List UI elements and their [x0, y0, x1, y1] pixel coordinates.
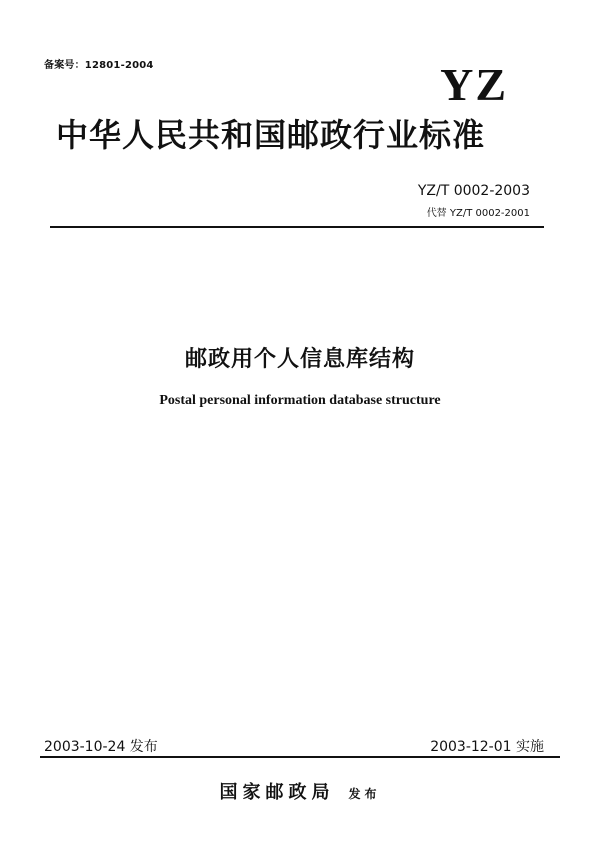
- standard-organization-title: 中华人民共和国邮政行业标准: [56, 116, 486, 154]
- yz-logo: YZ: [440, 59, 508, 110]
- top-divider: [50, 226, 544, 228]
- document-title-chinese: 邮政用个人信息库结构: [184, 347, 415, 372]
- publish-verb: 发布: [348, 787, 381, 801]
- publisher-line: [0, 778, 600, 804]
- bottom-divider: [40, 756, 560, 758]
- replaces-standard: 代替 YZ/T 0002-2001: [426, 208, 530, 219]
- document-title-english: Postal personal information database structure: [159, 393, 441, 408]
- standard-code: YZ/T 0002-2003: [417, 183, 530, 199]
- publisher-name: 国家邮政局: [219, 782, 335, 803]
- issue-date: 2003-10-24 发布: [44, 739, 158, 755]
- implementation-date: 2003-12-01 实施: [430, 739, 544, 755]
- filing-number: 备案号：12801-2004: [44, 60, 154, 71]
